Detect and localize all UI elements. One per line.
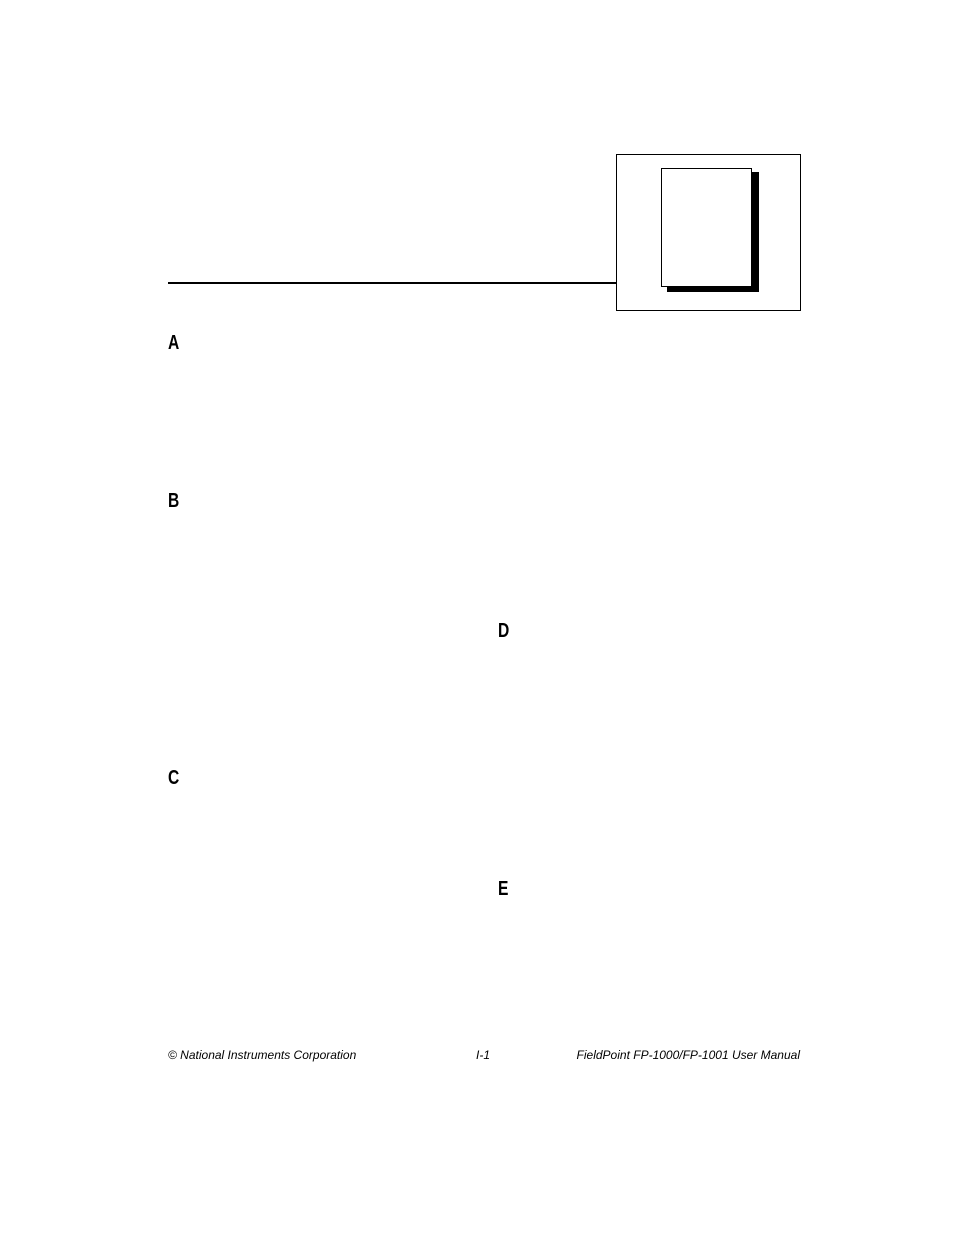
footer-page-number: I-1 — [476, 1048, 491, 1062]
section-heading-b: B — [168, 490, 180, 512]
section-heading-d: D — [498, 620, 510, 642]
footer-copyright: © National Instruments Corporation — [168, 1048, 357, 1062]
section-heading-e: E — [498, 878, 509, 900]
index-tab-box — [616, 154, 801, 311]
header-rule — [168, 282, 616, 284]
footer-manual-title: FieldPoint FP-1000/FP-1001 User Manual — [576, 1048, 800, 1062]
section-heading-a: A — [168, 332, 180, 354]
page-icon — [661, 168, 752, 287]
section-heading-c: C — [168, 767, 180, 789]
